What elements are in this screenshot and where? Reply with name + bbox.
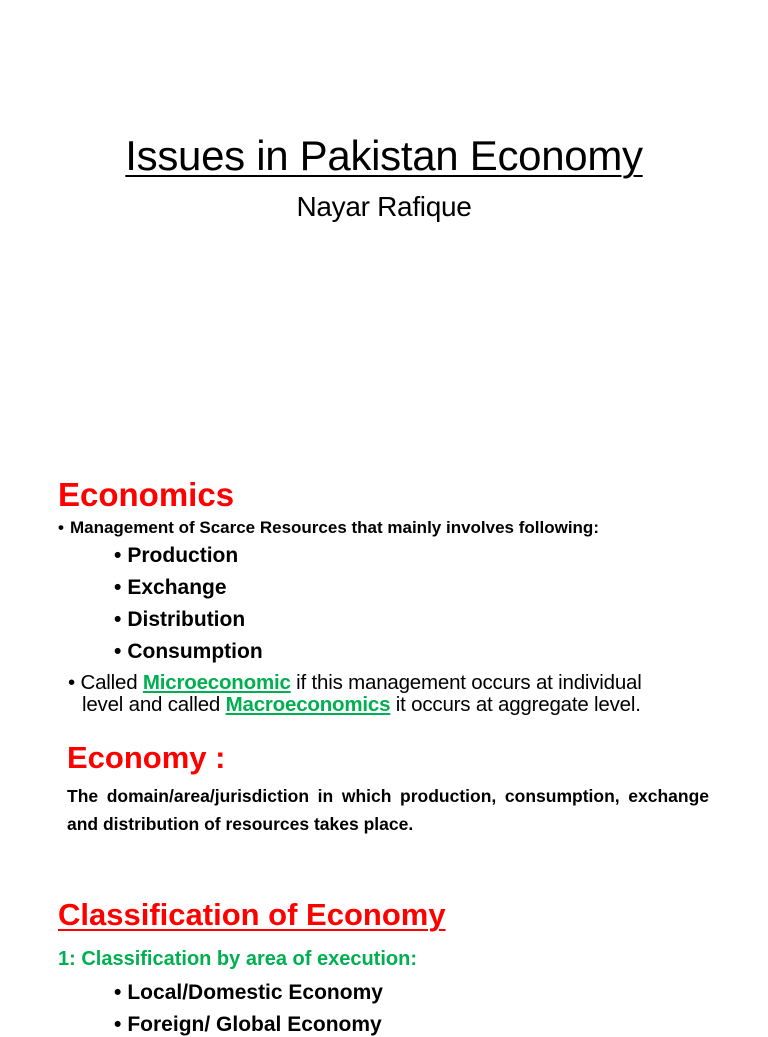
- list-item: [114, 640, 263, 664]
- author-name: Nayar Rafique: [296, 191, 472, 222]
- bullet-glyph: •: [68, 671, 81, 694]
- list-item-label: Distribution: [127, 608, 246, 631]
- economics-intro-text: Management of Scarce Resources that mainly involves following:: [69, 518, 599, 537]
- called-prefix: Called: [80, 671, 143, 694]
- macroeconomics-term: Macroeconomics: [225, 693, 391, 716]
- called-suffix: it occurs at aggregate level.: [390, 693, 641, 716]
- list-item: [114, 1013, 382, 1037]
- list-item-label: Local/Domestic Economy: [127, 981, 383, 1004]
- list-item-label: Foreign/ Global Economy: [127, 1013, 382, 1036]
- list-item-label: Consumption: [127, 640, 263, 663]
- list-item: [114, 981, 383, 1005]
- classification-subheading: 1: Classification by area of execution:: [58, 948, 417, 970]
- presentation-title: Issues in Pakistan Economy: [125, 132, 643, 179]
- called-line2-prefix: level and called: [82, 693, 226, 716]
- called-middle: if this management occurs at individual: [290, 671, 642, 694]
- list-item-label: Production: [127, 544, 239, 567]
- list-item: [114, 576, 227, 600]
- economics-intro: [58, 518, 599, 538]
- economy-heading: Economy :: [67, 740, 226, 775]
- microeconomic-term: Microeconomic: [142, 671, 291, 694]
- micro-macro-definition: [68, 672, 642, 716]
- economy-definition: The domain/area/jurisdiction in which production, consumption, exchange and distribution of resources takes place.: [67, 786, 709, 834]
- classification-heading: Classification of Economy: [58, 897, 446, 932]
- list-item: [114, 544, 238, 568]
- list-item-label: Exchange: [127, 576, 227, 599]
- economics-heading: Economics: [58, 476, 235, 513]
- list-item: [114, 608, 245, 632]
